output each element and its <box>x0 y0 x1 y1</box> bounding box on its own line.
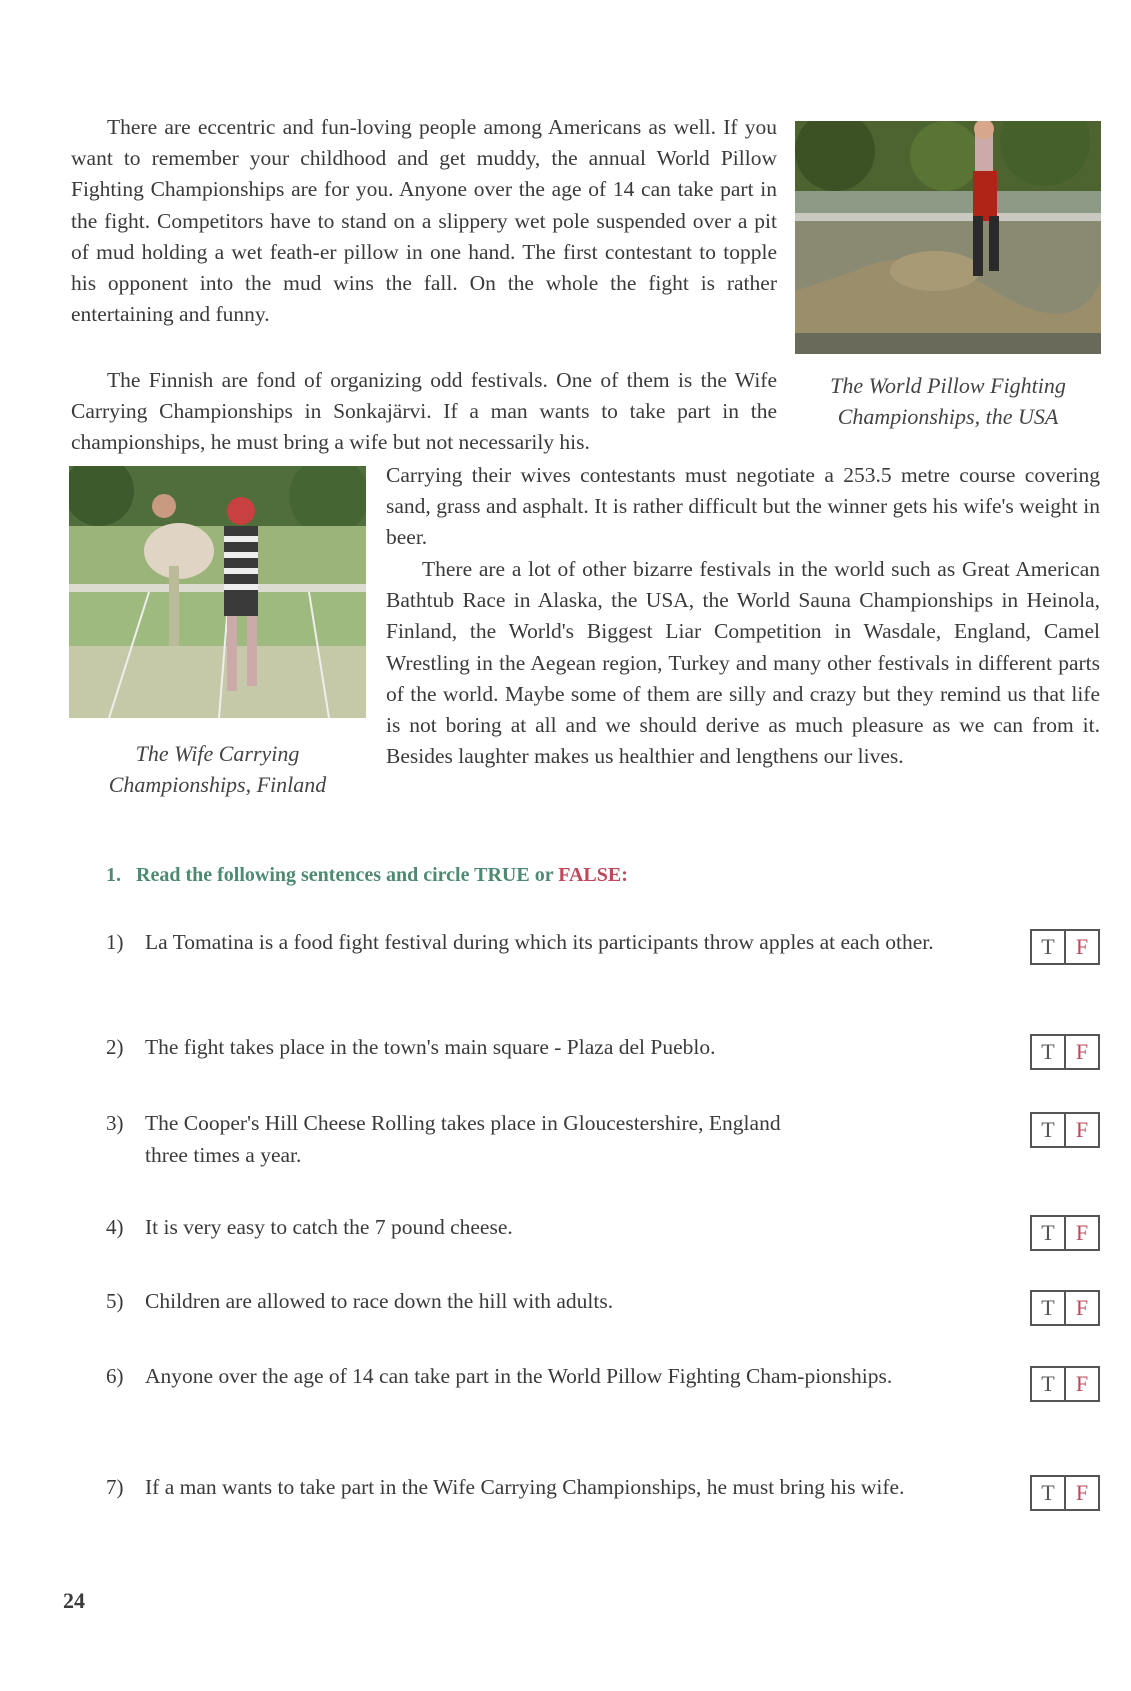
paragraph-wife-carrying-intro: The Finnish are fond of organizing odd festivals. One of them is the Wife Carrying Championships in Sonkajärvi. If a man wants to take part in the championships, he must bring a wife but not necessarily his. <box>71 368 777 455</box>
item-number: 5) <box>106 1289 124 1313</box>
false-option[interactable]: F <box>1075 1295 1089 1320</box>
true-option[interactable]: T <box>1032 1036 1066 1068</box>
true-option[interactable]: T <box>1032 1292 1066 1324</box>
true-option[interactable]: T <box>1032 1217 1066 1249</box>
true-false-box[interactable] <box>1030 929 1100 965</box>
wife-caption-line-1: The Wife Carrying <box>135 741 300 766</box>
exercise-instruction: Read the following sentences and circle <box>136 864 470 886</box>
item-text: It is very easy to catch the 7 pound cheese. <box>145 1215 513 1239</box>
true-option[interactable]: T <box>1032 1114 1066 1146</box>
true-false-box[interactable] <box>1030 1475 1100 1511</box>
item-number: 7) <box>106 1475 124 1499</box>
paragraph-pillow-fighting: There are eccentric and fun-loving people among Americans as well. If you want to remember your childhood and get muddy, the annual World Pillow Fighting Championships are for you. Anyone over the age of 14 can take part in the fight. Competitors have to stand on a slippery wet pole suspended over a pit of mud holding a wet feath-er pillow in one hand. The first contestant to topple his opponent into the mud wins the fall. On the whole the fight is rather entertaining and funny. <box>71 115 777 327</box>
pillow-fighting-photo <box>795 121 1101 354</box>
true-false-box[interactable] <box>1030 1366 1100 1402</box>
true-false-box[interactable] <box>1030 1215 1100 1251</box>
page-number: 24 <box>63 1588 85 1613</box>
pillow-fighting-caption <box>795 370 1101 432</box>
paragraph-bizarre-festivals: There are a lot of other bizarre festivals in the world such as Great American Bathtub Race in Alaska, the USA, the World Sauna Championships in Heinola, Finland, the World's Biggest Liar Competition in Wasdale, England, Camel Wrestling in the Aegean region, Turkey and many other festivals in different parts of the world. Maybe some of them are silly and crazy but they remind us that life is not boring at all and we should derive as much pleasure as we can from it. Besides laughter makes us healthier and lengthens our lives. <box>386 557 1100 769</box>
item-number: 3) <box>106 1111 124 1135</box>
false-option[interactable]: F <box>1075 1117 1089 1142</box>
false-option[interactable]: F <box>1075 1039 1089 1064</box>
item-text: La Tomatina is a food fight festival during which its participants throw apples at each other. <box>145 930 934 954</box>
false-option[interactable]: F <box>1075 1371 1089 1396</box>
or-word: or <box>534 864 554 886</box>
wife-caption-line-2: Championships, Finland <box>108 772 327 797</box>
false-option[interactable]: F <box>1075 934 1089 959</box>
true-false-box[interactable] <box>1030 1112 1100 1148</box>
exercise-number: 1. <box>106 864 121 886</box>
true-false-box[interactable] <box>1030 1034 1100 1070</box>
item-number: 4) <box>106 1215 124 1239</box>
false-option[interactable]: F <box>1075 1480 1089 1505</box>
pillow-caption-line-1: The World Pillow Fighting <box>830 373 1066 398</box>
item-number: 2) <box>106 1035 124 1059</box>
exercise-heading <box>106 864 1006 887</box>
item-text: The fight takes place in the town's main square - Plaza del Pueblo. <box>145 1035 716 1059</box>
item-text: Anyone over the age of 14 can take part in the World Pillow Fighting Cham-pionships. <box>145 1364 893 1388</box>
true-word: TRUE <box>474 864 530 886</box>
item-number: 1) <box>106 930 124 954</box>
item-number: 6) <box>106 1364 124 1388</box>
item-text: If a man wants to take part in the Wife Carrying Championships, he must bring his wife. <box>145 1475 905 1499</box>
paragraph-wife-carrying-course: Carrying their wives contestants must negotiate a 253.5 metre course covering sand, grass and asphalt. It is rather difficult but the winner gets his wife's weight in beer. <box>386 463 1100 550</box>
true-option[interactable]: T <box>1032 931 1066 963</box>
wife-carrying-photo <box>69 466 366 718</box>
true-option[interactable]: T <box>1032 1477 1066 1509</box>
true-option[interactable]: T <box>1032 1368 1066 1400</box>
pillow-caption-line-2: Championships, the USA <box>837 404 1059 429</box>
false-option[interactable]: F <box>1075 1220 1089 1245</box>
false-word: FALSE: <box>558 864 628 886</box>
item-text: Children are allowed to race down the hill with adults. <box>145 1289 614 1313</box>
item-text: The Cooper's Hill Cheese Rolling takes place in Gloucestershire, England three times a year. <box>145 1111 781 1167</box>
wife-carrying-caption <box>69 738 366 800</box>
true-false-box[interactable] <box>1030 1290 1100 1326</box>
